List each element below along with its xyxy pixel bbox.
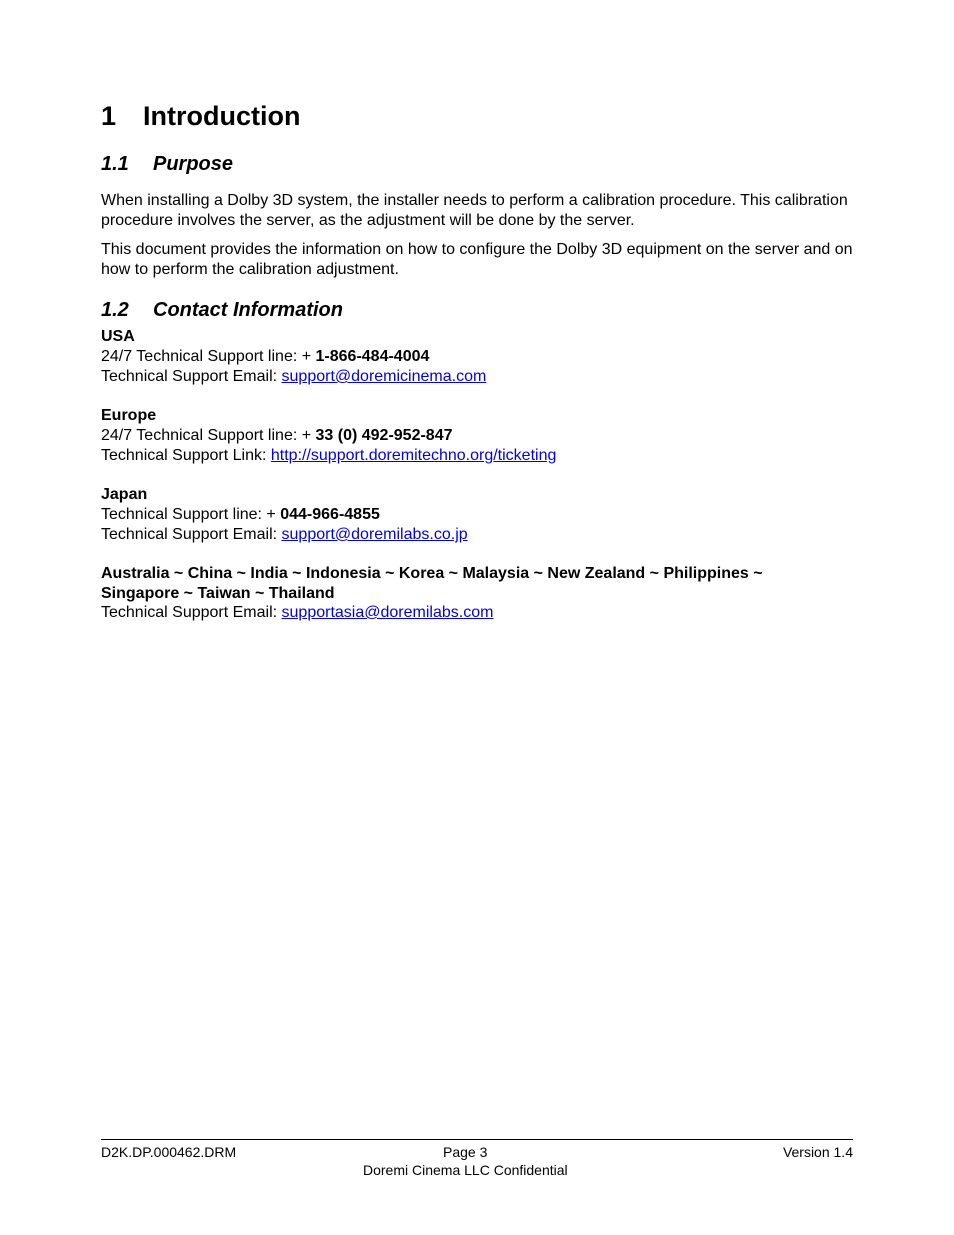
- region-asia-line-1: Australia ~ China ~ India ~ Indonesia ~ Korea ~ Malaysia ~ New Zealand ~ Philippines ~: [101, 565, 763, 582]
- section-title: Purpose: [153, 153, 234, 175]
- region-japan: Japan: [101, 486, 148, 503]
- usa-phone-line: [101, 347, 429, 367]
- europe-link-line: [101, 446, 556, 466]
- section-heading-purpose: [101, 151, 233, 177]
- footer-divider: [101, 1139, 853, 1140]
- purpose-paragraph-2: This document provides the information on how to configure the Dolby 3D equipment on the server and on how to perform the calibration adjustment.: [101, 241, 853, 278]
- region-usa: USA: [101, 328, 135, 345]
- europe-phone-line: [101, 426, 453, 446]
- phone-label: 24/7 Technical Support line: +: [101, 427, 316, 444]
- purpose-paragraph-1: When installing a Dolby 3D system, the installer needs to perform a calibration procedure. This calibration procedure involves the server, as the adjustment will be done by the server.: [101, 192, 848, 229]
- link-label: Technical Support Link:: [101, 447, 271, 464]
- section-heading-contact: [101, 297, 343, 323]
- email-label: Technical Support Email:: [101, 368, 282, 385]
- phone-label: 24/7 Technical Support line: +: [101, 348, 316, 365]
- email-label: Technical Support Email:: [101, 604, 282, 621]
- phone-number: 1-866-484-4004: [315, 348, 430, 365]
- japan-phone-line: [101, 505, 380, 525]
- japan-email-link[interactable]: support@doremilabs.co.jp: [281, 526, 468, 543]
- phone-label: Technical Support line: +: [101, 506, 281, 523]
- footer-page-number: Page 3: [443, 1144, 488, 1160]
- japan-email-line: [101, 525, 468, 545]
- footer-confidential: Doremi Cinema LLC Confidential: [363, 1162, 568, 1178]
- section-title: Contact Information: [153, 299, 343, 321]
- phone-number: 33 (0) 492-952-847: [315, 427, 453, 444]
- usa-email-link[interactable]: support@doremicinema.com: [281, 368, 487, 385]
- asia-email-link[interactable]: supportasia@doremilabs.com: [281, 604, 494, 621]
- europe-support-link[interactable]: http://support.doremitechno.org/ticketing: [270, 447, 557, 464]
- phone-number: 044-966-4855: [280, 506, 380, 523]
- footer-doc-id: D2K.DP.000462.DRM: [101, 1144, 237, 1160]
- section-number: 1.2: [101, 299, 129, 321]
- chapter-number: 1: [101, 101, 117, 131]
- footer-version: Version 1.4: [782, 1144, 853, 1160]
- chapter-title: Introduction: [143, 101, 301, 131]
- email-label: Technical Support Email:: [101, 526, 282, 543]
- region-europe: Europe: [101, 407, 157, 424]
- usa-email-line: [101, 367, 486, 387]
- region-asia-line-2: Singapore ~ Taiwan ~ Thailand: [101, 585, 335, 602]
- asia-email-line: [101, 603, 493, 623]
- section-number: 1.1: [101, 153, 129, 175]
- chapter-heading: [101, 98, 300, 134]
